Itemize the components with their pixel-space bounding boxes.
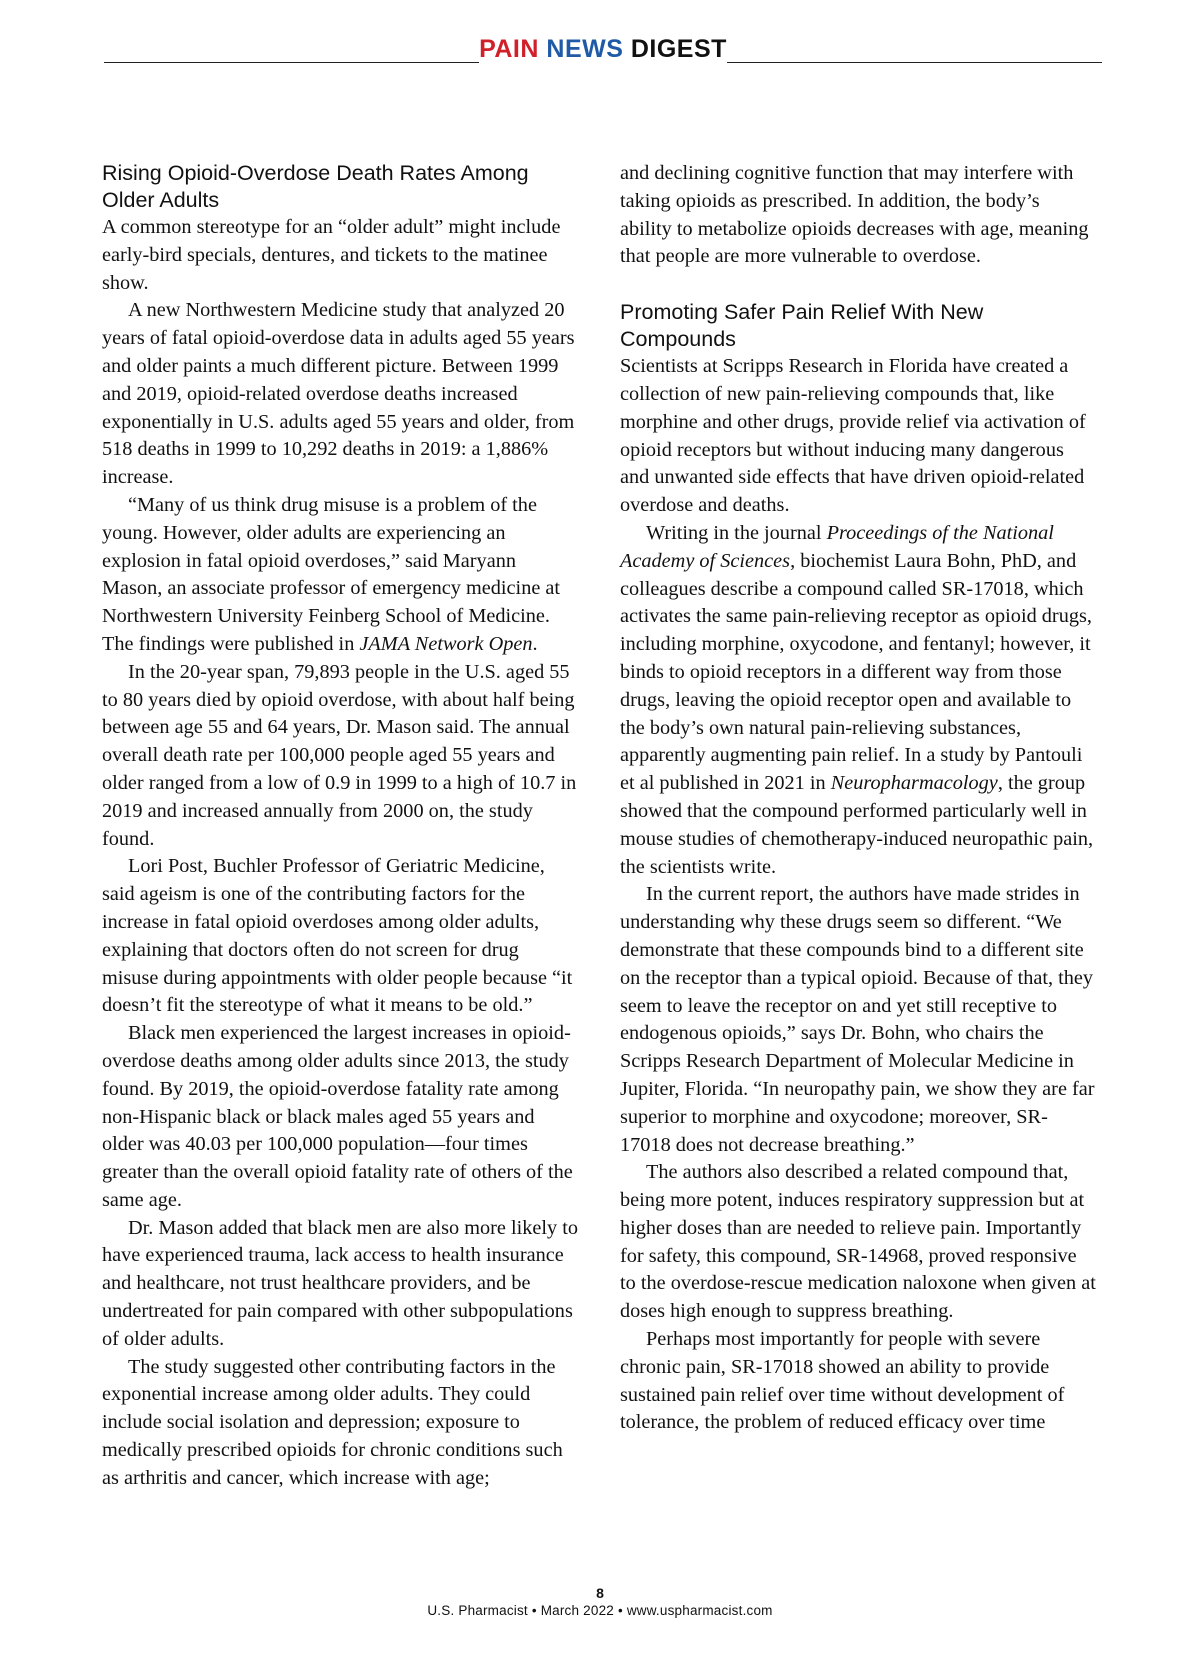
footer-publication-info: U.S. Pharmacist • March 2022 • www.uspharmacist.com	[427, 1603, 773, 1618]
article1-paragraph-8-continued: and declining cognitive function that may interfere with taking opioids as prescribed. In addition, the body’s ability to metabolize opioids decreases with age, meaning that people are more vulnerable to overdose.	[620, 162, 1089, 268]
article2-paragraph-3: In the current report, the authors have made strides in understanding why these drugs seem so different. “We demonstrate that these compounds bind to a different site on the receptor than a typical opioid. Because of that, they seem to leave the receptor on and yet still receptive to endogenous opioids,” says Dr. Bohn, who chairs the Scripps Research Department of Molecular Medicine in Jupiter, Florida. “In neuropathy pain, we show they are far superior to morphine and oxycodone; moreover, SR-17018 does not decrease breathing.”	[620, 883, 1095, 1156]
article2-paragraph-4: The authors also described a related compound that, being more potent, induces respiratory suppression but at higher doses than are needed to relieve pain. Importantly for safety, this compound, SR-14968, proved responsive to the overdose-rescue medication naloxone when given at doses high enough to suppress breathing.	[620, 1161, 1096, 1323]
article1-paragraph-5: Lori Post, Buchler Professor of Geriatric Medicine, said ageism is one of the contributing factors for the increase in fatal opioid overdoses among older adults, explaining that doctors often do not screen for drug misuse during appointments with older people because “it doesn’t fit the stereotype of what it means to be old.”	[102, 855, 573, 1017]
page-number: 8	[596, 1585, 604, 1601]
article2-paragraph-5: Perhaps most importantly for people with severe chronic pain, SR-17018 showed an ability to provide sustained pain relief over time without development of tolerance, the problem of reduced efficacy over time	[620, 1328, 1065, 1434]
article1-paragraph-1: A common stereotype for an “older adult” might include early-bird specials, dentures, and tickets to the matinee show.	[102, 216, 561, 294]
article1-paragraph-3	[102, 492, 578, 659]
page-footer	[0, 1584, 1200, 1620]
journal-name-pnas: Proceedings of the National Academy of Sciences	[620, 521, 1054, 572]
article1-paragraph-2: A new Northwestern Medicine study that analyzed 20 years of fatal opioid-overdose data in adults aged 55 years and older paints a much different picture. Between 1999 and 2019, opioid-related overdose deaths increased exponentially in U.S. adults aged 55 years and older, from 518 deaths in 1999 to 10,292 deaths in 2019: a 1,886% increase.	[102, 299, 575, 489]
article1-title: Rising Opioid-Overdose Death Rates Among Older Adults	[102, 161, 529, 212]
article1-paragraph-6: Black men experienced the largest increases in opioid-overdose deaths among older adults since 2013, the study found. By 2019, the opioid-overdose fatality rate among non-Hispanic black or black males aged 55 years and older was 40.03 per 100,000 population—four times greater than the overall opioid fatality rate of others of the same age.	[102, 1022, 573, 1211]
article1-paragraph-7: Dr. Mason added that black men are also more likely to have experienced trauma, lack access to health insurance and healthcare, not trust healthcare providers, and be undertreated for pain compared with other subpopulations of older adults.	[102, 1216, 578, 1350]
masthead-word-pain: PAIN	[479, 35, 539, 63]
masthead-word-digest: DIGEST	[630, 35, 727, 63]
journal-name-neuropharmacology: Neuropharmacology	[830, 772, 998, 795]
masthead-title	[104, 36, 1102, 62]
left-column	[102, 160, 578, 1493]
article2-p2-text-a: Writing in the journal	[646, 521, 827, 544]
article2-paragraph-1: Scientists at Scripps Research in Florida have created a collection of new pain-relieving compounds that, like morphine and other drugs, provide relief via activation of opioid receptors but without inducing many dangerous and unwanted side effects that have driven opioid-related overdose and deaths.	[620, 355, 1086, 517]
article1-paragraph-4: In the 20-year span, 79,893 people in the U.S. aged 55 to 80 years died by opioid overdose, with about half being between age 55 and 64 years, Dr. Mason said. The annual overall death rate per 100,000 people aged 55 years and older ranged from a low of 0.9 in 1999 to a high of 10.7 in 2019 and increased annually from 2000 on, the study found.	[102, 660, 577, 850]
article2-title: Promoting Safer Pain Relief With New Compounds	[620, 300, 984, 352]
journal-name-jama: JAMA Network Open	[359, 632, 533, 655]
article1-paragraph-8: The study suggested other contributing factors in the exponential increase among older adults. They could include social isolation and depression; exposure to medically prescribed opioids for chronic conditions such as arthritis and cancer, which increase with age;	[102, 1355, 563, 1489]
masthead-word-news: NEWS	[546, 35, 624, 63]
right-column	[620, 160, 1096, 1437]
article2-p2-text-c: , the group showed that the compound performed particularly well in mouse studies of chemotherapy-induced neuropathic pain, the scientists write.	[620, 772, 1094, 878]
article2-paragraph-2	[620, 520, 1096, 881]
article1-p3-text: “Many of us think drug misuse is a problem of the young. However, older adults are experiencing an explosion in fatal opioid overdoses,” said Maryann Mason, an associate professor of emergency medicine at Northwestern University Feinberg School of Medicine. The findings were published in	[102, 493, 561, 655]
article2-p2-text-b: , biochemist Laura Bohn, PhD, and colleagues describe a compound called SR-17018, which activates the same pain-relieving receptor as opioid drugs, including morphine, oxycodone, and fentanyl; however, it binds to opioid receptors in a different way from those drugs, leaving the opioid receptor open and available to the body’s own natural pain-relieving substances, apparently augmenting pain relief. In a study by Pantouli et al published in 2021 in	[620, 549, 1092, 795]
article1-p3-end: .	[532, 632, 538, 655]
masthead	[104, 34, 1102, 64]
